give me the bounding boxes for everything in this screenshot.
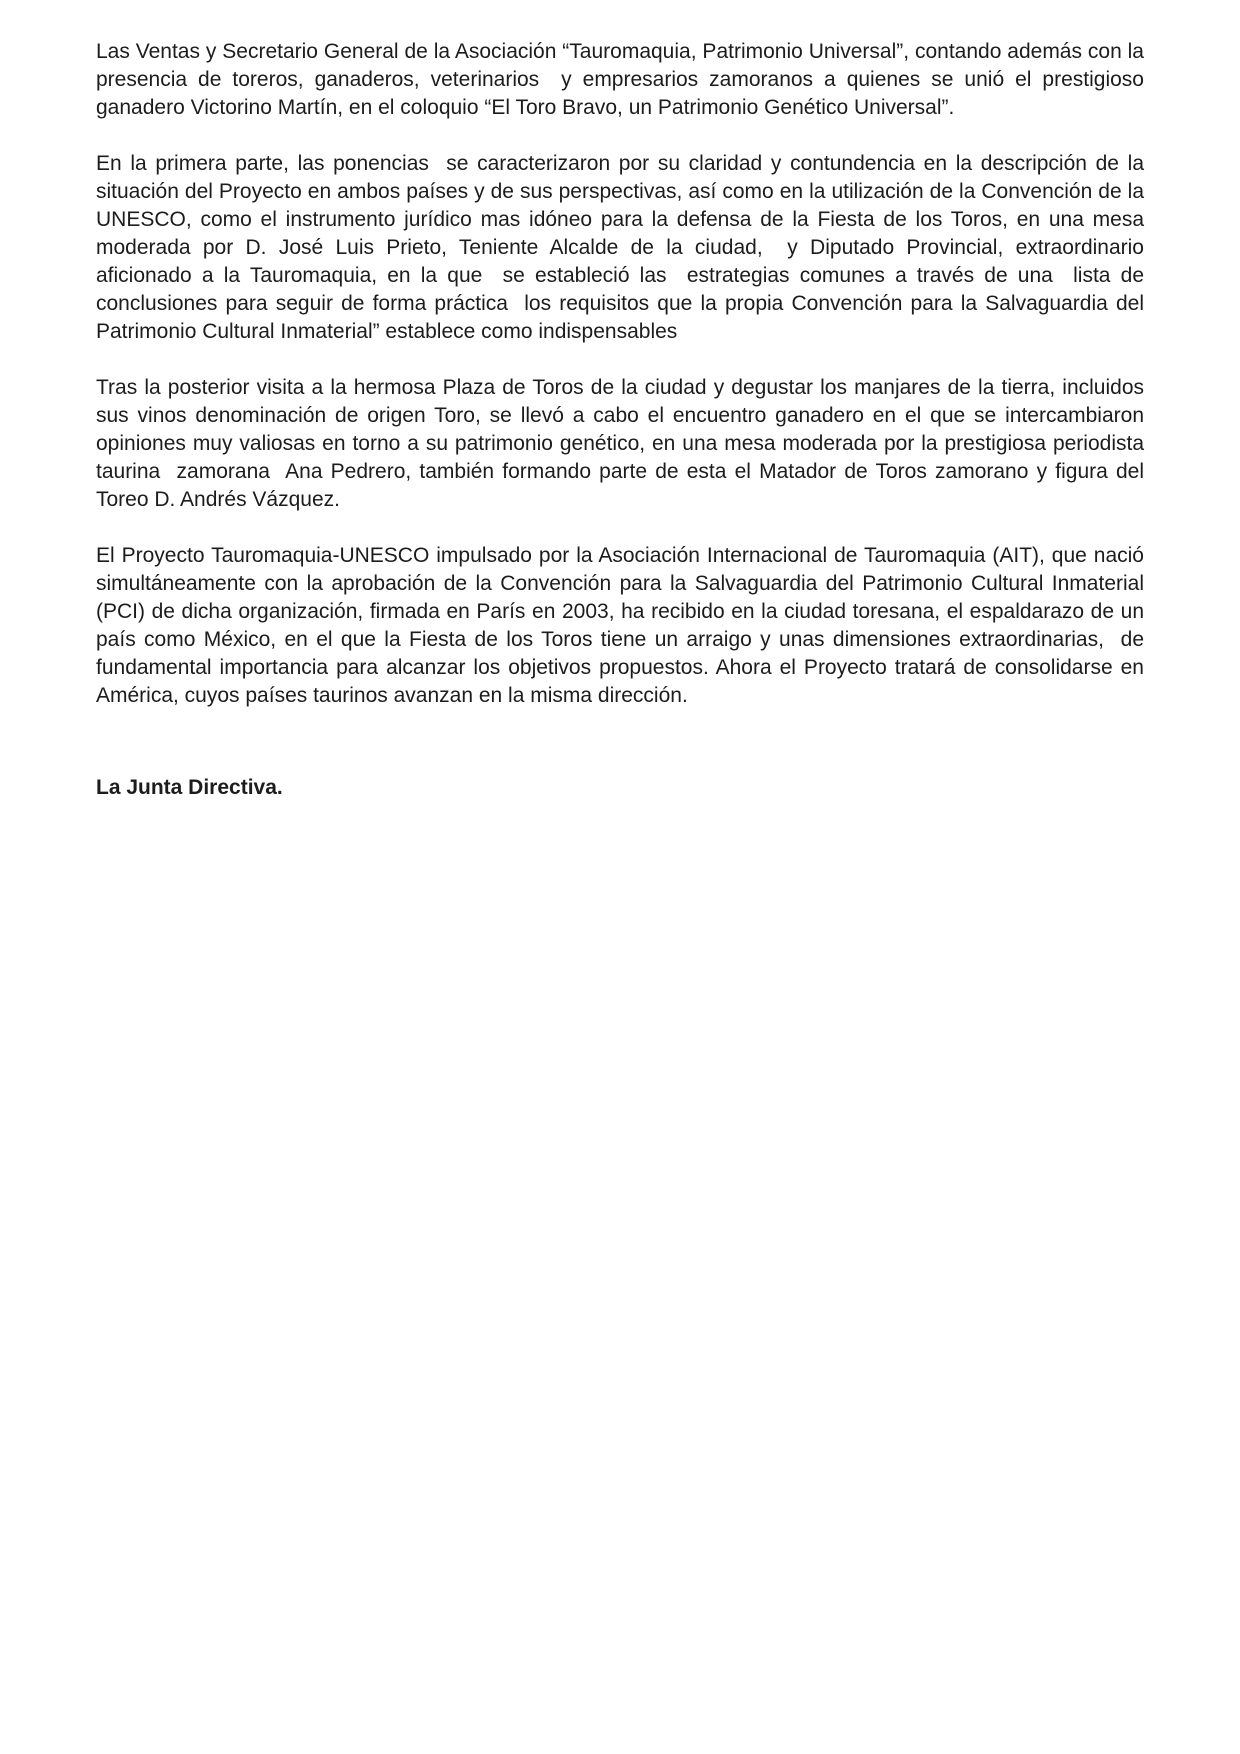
paragraph-visita-plaza-toros: Tras la posterior visita a la hermosa Plaza de Toros de la ciudad y degustar los manjares de la tierra, incluidos sus vinos denominación de origen Toro, se llevó a cabo el encuentro ganadero en el que se intercambiaron opiniones muy valiosas en torno a su patrimonio genético, en una mesa moderada por la prestigiosa periodista taurina zamorana Ana Pedrero, también formando parte de esta el Matador de Toros zamorano y figura del Toreo D. Andrés Vázquez.	[96, 376, 1150, 511]
paragraph-proyecto-tauromaquia-unesco: El Proyecto Tauromaquia-UNESCO impulsado por la Asociación Internacional de Tauromaquia (AIT), que nació simultáneamente con la aprobación de la Convención para la Salvaguardia del Patrimonio Cultural Inmaterial (PCI) de dicha organización, firmada en París en 2003, ha recibido en la ciudad toresana, el espaldarazo de un país como México, en el que la Fiesta de los Toros tiene un arraigo y unas dimensiones extraordinarias, de fundamental importancia para alcanzar los objetivos propuestos. Ahora el Proyecto tratará de consolidarse en América, cuyos países taurinos avanzan en la misma dirección.	[96, 544, 1150, 707]
paragraph-primera-parte: En la primera parte, las ponencias se caracterizaron por su claridad y contundencia en la descripción de la situación del Proyecto en ambos países y de sus perspectivas, así como en la utilización de la Convención de la UNESCO, como el instrumento jurídico mas idóneo para la defensa de la Fiesta de los Toros, en una mesa moderada por D. José Luis Prieto, Teniente Alcalde de la ciudad, y Diputado Provincial, extraordinario aficionado a la Tauromaquia, en la que se estableció las estrategias comunes a través de una lista de conclusiones para seguir de forma práctica los requisitos que la propia Convención para la Salvaguardia del Patrimonio Cultural Inmaterial” establece como indispensables	[96, 152, 1156, 343]
paragraph-intro-las-ventas: Las Ventas y Secretario General de la Asociación “Tauromaquia, Patrimonio Universal”, contando además con la presencia de toreros, ganaderos, veterinarios y empresarios zamoranos a quienes se unió el prestigioso ganadero Victorino Martín, en el coloquio “El Toro Bravo, un Patrimonio Genético Universal”.	[96, 40, 1150, 119]
signature-junta-directiva: La Junta Directiva.	[96, 776, 283, 799]
document-body	[96, 38, 1156, 802]
